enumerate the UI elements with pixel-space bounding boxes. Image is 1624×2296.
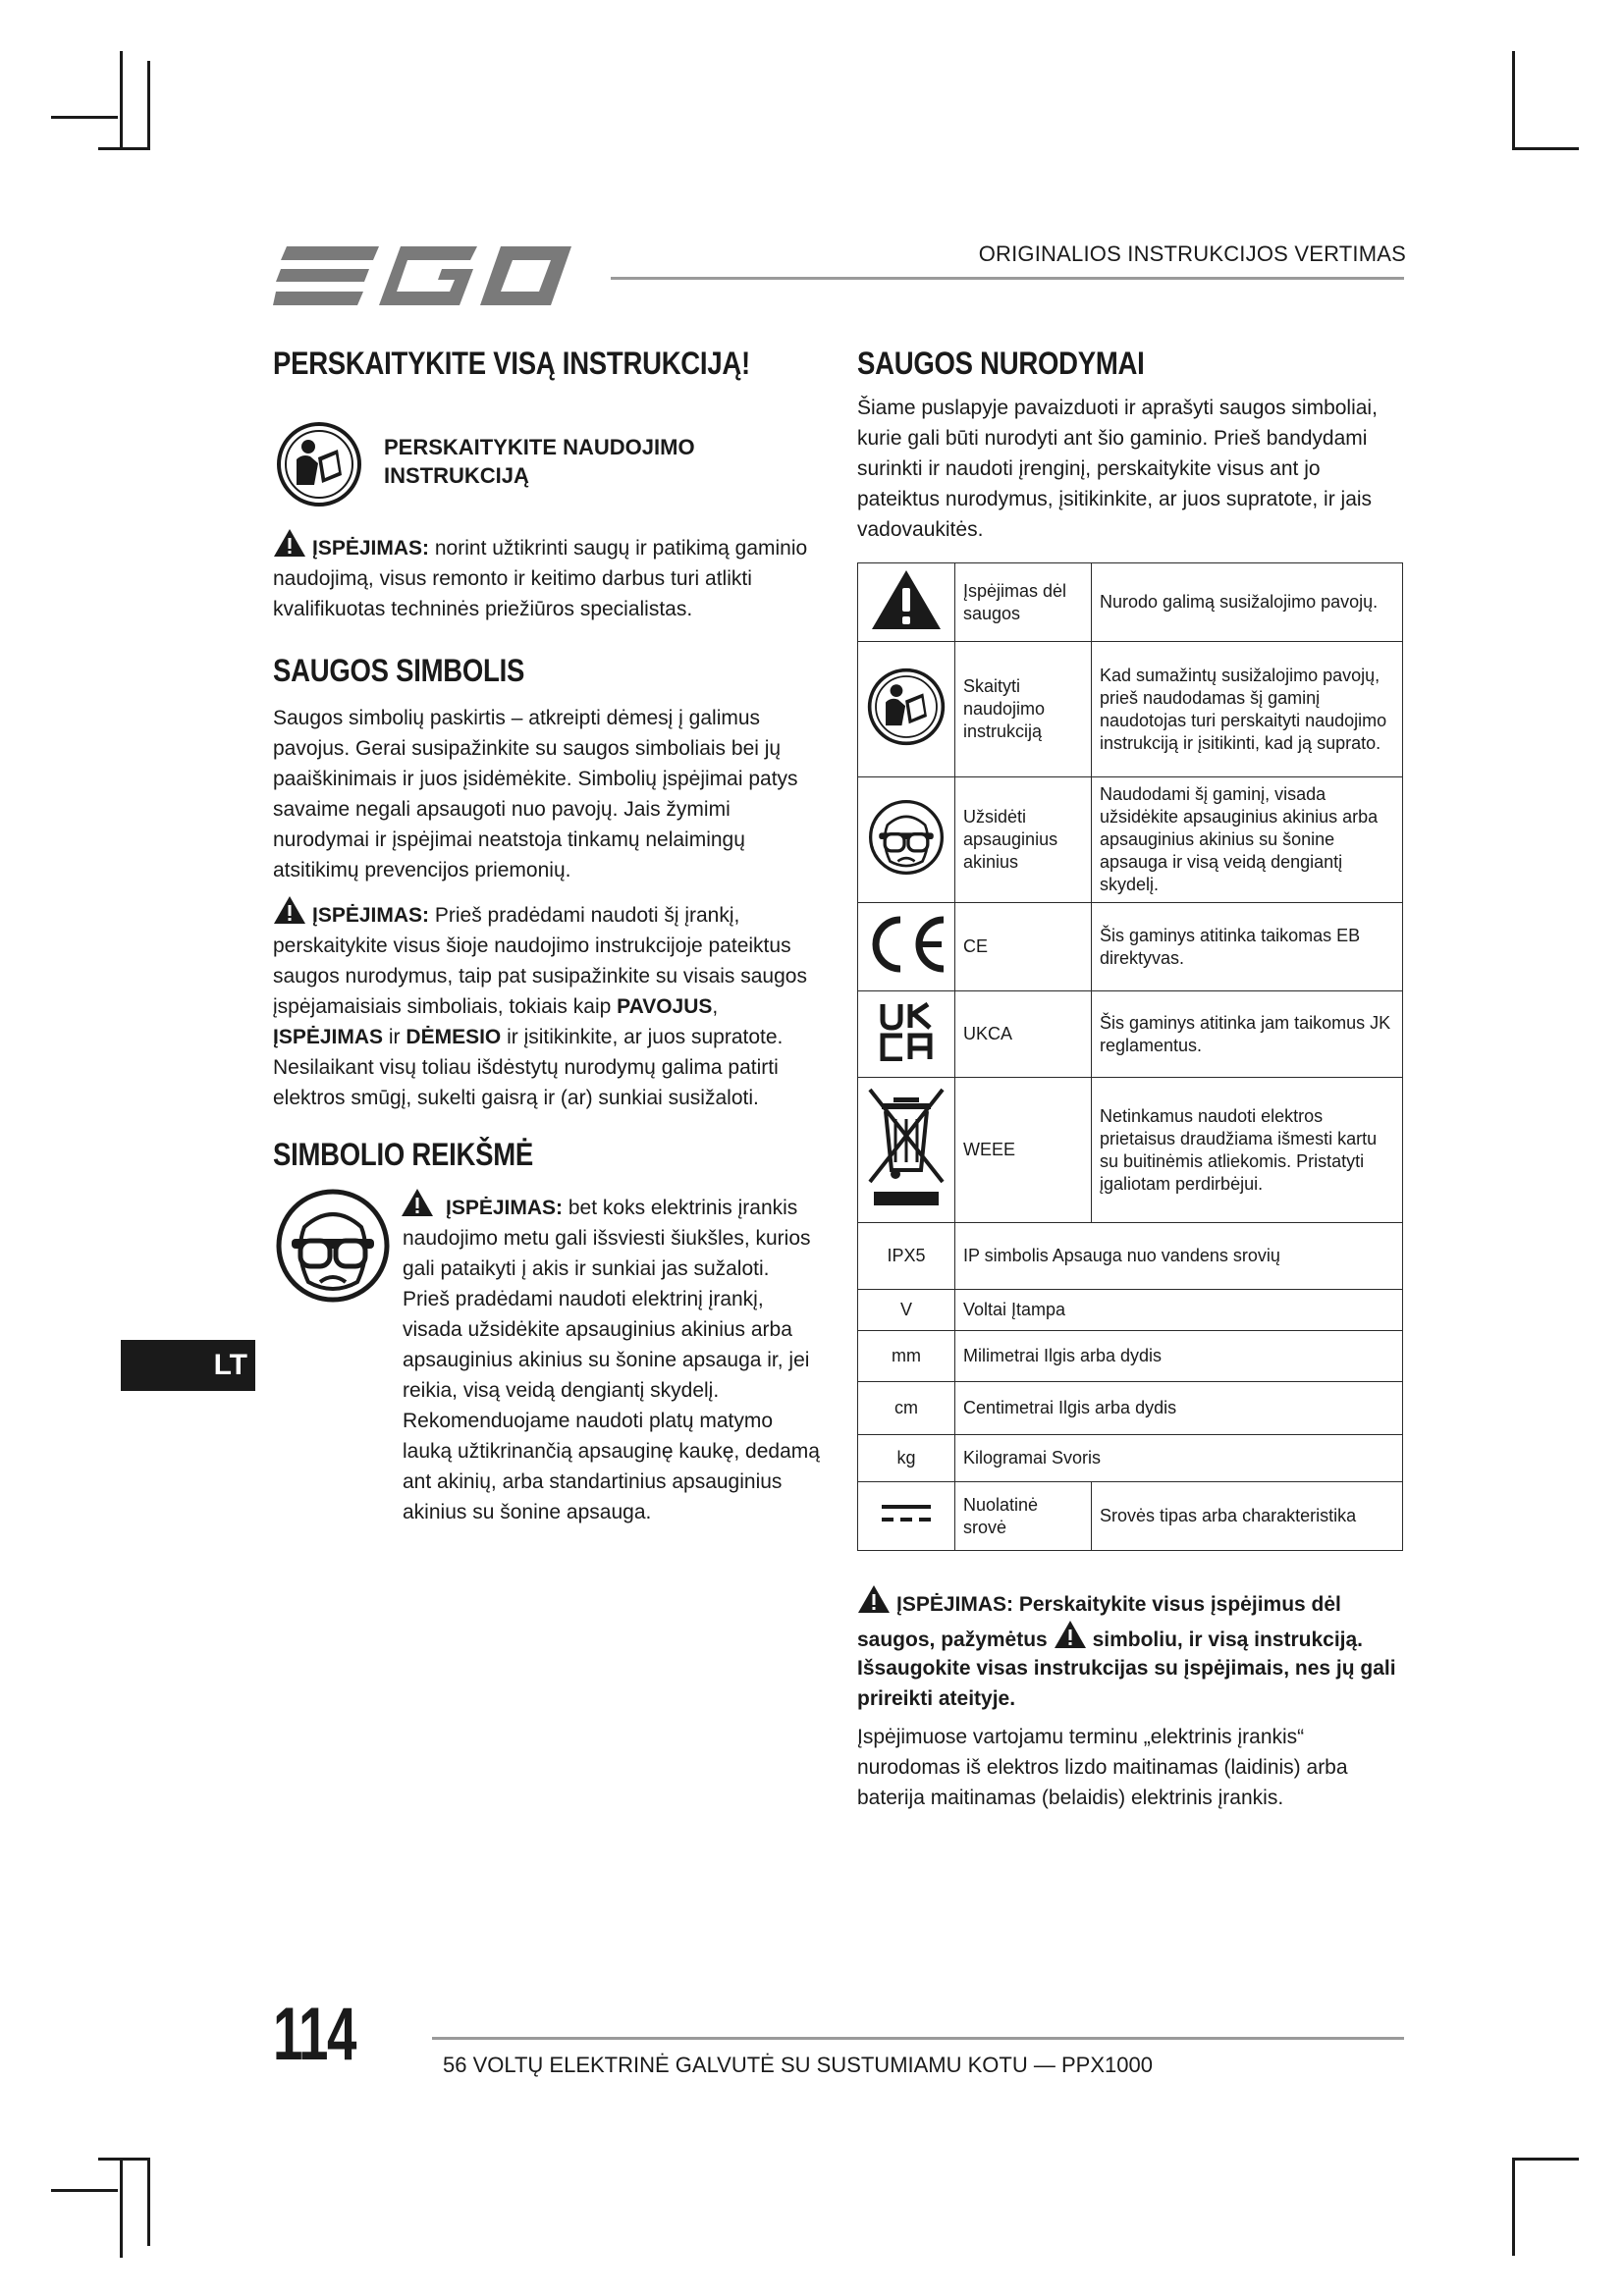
read-manual-label: PERSKAITYKITE NAUDOJIMO INSTRUKCIJĄ (384, 435, 695, 488)
safety-instructions-heading: SAUGOS NURODYMAI (857, 346, 1145, 381)
page-number: 114 (273, 1993, 355, 2076)
save-instructions: Išsaugokite visas instrukcijas su įspėjimais, nes jų gali prireikti ateityje. (857, 1657, 1396, 1710)
safety-instructions-intro: Šiame puslapyje pavaizduoti ir aprašyti saugos simboliai, kurie gali būti nurodyti ant šio gaminio. Prieš bandydami surinkti ir naudoti įrenginį, perskaitykite visus ant jo pateiktus nurodymus, įsitikinkite, ar juos supratote, ir jais vadovaukitės. (857, 397, 1378, 541)
safety-goggles-icon (868, 799, 945, 876)
table-icon-cell (858, 1482, 955, 1551)
header-rule (611, 277, 1404, 280)
table-icon-cell (858, 777, 955, 903)
safety-symbol-heading: SAUGOS SIMBOLIS (273, 653, 525, 688)
table-icon-cell (858, 1078, 955, 1223)
table-row: kg Kilogramai Svoris (858, 1435, 1403, 1482)
table-row: Užsidėti apsauginius akinius Naudodami šį gaminį, visada užsidėkite apsauginius akinius arba apsauginius akinius su šonine apsauga ir visą veidą dengiantį skydelį. (858, 777, 1403, 903)
table-icon-cell (858, 991, 955, 1078)
crop-mark (51, 116, 118, 119)
ce-mark-icon (865, 914, 947, 975)
warning-repair: ĮSPĖJIMAS: norint užtikrinti saugų ir patikimą gaminio naudojimą, visus remonto ir keitimo darbus turi atlikti kvalifikuotas techninės priežiūros specialistas. (273, 528, 823, 624)
table-icon-cell (858, 642, 955, 777)
table-row: cm Centimetrai Ilgis arba dydis (858, 1382, 1403, 1435)
table-row: CE Šis gaminys atitinka taikomas EB direktyvas. (858, 903, 1403, 991)
power-tool-term: Įspėjimuose vartojamu terminu „elektrinis įrankis“ nurodomas iš elektros lizdo maitinamas (laidinis) arba baterija maitinamas (belaidis) elektrinis įrankis. (857, 1726, 1348, 1809)
crop-mark (1512, 51, 1515, 149)
table-row: Skaityti naudojimo instrukciją Kad sumažintų susižalojimo pavojų, prieš naudodamas šį gaminį naudotojas turi perskaityti naudojimo instrukciją ir įsitikinti, kad ją suprato. (858, 642, 1403, 777)
weee-bin-icon (866, 1084, 947, 1211)
crop-mark (98, 2158, 150, 2161)
warning-read-all: ĮSPĖJIMAS: Prieš pradėdami naudoti šį įrankį, perskaitykite visus šioje naudojimo instrukcijoje pateiktus saugos nurodymus, taip pat susipažinkite su visais saugos įspėjamaisiais simboliais, tokiais kaip PAVOJUS, ĮSPĖJIMAS ir DĖMESIO ir įsitikinkite, ar juos supratote. Nesilaikant visų toliau išdėstytų nurodymų galima patirti elektros smūgį, sukelti gaisrą ir (ar) sunkiai susižaloti. (273, 895, 821, 1113)
warning-triangle-icon (857, 1584, 891, 1614)
warning-triangle-icon (273, 895, 306, 925)
symbol-meaning-heading: SIMBOLIO REIKŠMĖ (273, 1137, 533, 1172)
table-icon-cell (858, 903, 955, 991)
table-row: WEEE Netinkamus naudoti elektros prietaisus draudžiama išmesti kartu su buitinėmis atliekomis. Pristatyti įgaliotam perdirbėjui. (858, 1078, 1403, 1223)
crop-mark (120, 2160, 123, 2258)
crop-mark (1512, 2158, 1579, 2161)
table-row: IPX5 IP simbolis Apsauga nuo vandens srovių (858, 1223, 1403, 1290)
read-manual-icon (866, 667, 947, 747)
direct-current-icon (880, 1503, 933, 1524)
crop-mark (98, 147, 150, 150)
warning-triangle-icon (273, 528, 306, 558)
table-icon-cell (858, 563, 955, 642)
ego-logo (273, 240, 577, 316)
final-warning: ĮSPĖJIMAS: Perskaitykite visus įspėjimus dėl saugos, pažymėtus simboliu, ir visą instrukciją. (857, 1584, 1403, 1655)
crop-mark (51, 2189, 118, 2192)
table-row: mm Milimetrai Ilgis arba dydis (858, 1331, 1403, 1382)
document-title: ORIGINALIOS INSTRUKCIJOS VERTIMAS (978, 241, 1406, 266)
safety-symbol-text: Saugos simbolių paskirtis – atkreipti dėmesį į galimus pavojus. Gerai susipažinkite su saugos simboliais bei jų paaiškinimais ir juos įsidėmėkite. Simbolių įspėjimai patys savaime negali apsaugoti nuo pavojų. Jais žymimi nurodymai ir įspėjimai neatstoja tinkamų nelaimingų atsitikimų prevencijos priemonių. (273, 707, 798, 881)
warning-triangle-icon (1054, 1620, 1087, 1649)
crop-mark (147, 2158, 150, 2246)
symbol-table (857, 562, 1403, 1551)
read-manual-heading: PERSKAITYKITE VISĄ INSTRUKCIJĄ! (273, 346, 750, 381)
ukca-mark-icon (879, 1002, 934, 1061)
crop-mark (147, 61, 150, 149)
crop-mark (120, 51, 123, 149)
footer-product: 56 VOLTŲ ELEKTRINĖ GALVUTĖ SU SUSTUMIAMU KOTU — PPX1000 (443, 2053, 1153, 2077)
table-row: UKCA Šis gaminys atitinka jam taikomus JK reglamentus. (858, 991, 1403, 1078)
read-manual-icon (275, 420, 363, 513)
footer-rule (432, 2037, 1404, 2040)
warning-triangle-icon (870, 568, 943, 631)
language-tab: LT (121, 1340, 255, 1391)
table-row: Įspėjimas dėl saugos Nurodo galimą susižalojimo pavojų. (858, 563, 1403, 642)
safety-goggles-icon (275, 1188, 391, 1308)
warning-eye-protection: ĮSPĖJIMAS: bet koks elektrinis įrankis naudojimo metu gali išsviesti šiukšles, kurios gali pataikyti į akis ir sunkiai jas sužaloti. Prieš pradėdami naudoti elektrinį įrankį, visada užsidėkite apsauginius akinius arba apsauginius akinius su šonine apsauga ir, jei reikia, visą veidą dengiantį skydelį. Rekomenduojame naudoti platų matymo lauką užtikrinančią apsauginę kaukę, dedamą ant akinių, arba standartinius apsauginius akinius su šonine apsauga. (403, 1197, 820, 1523)
crop-mark (1512, 147, 1579, 150)
crop-mark (1512, 2158, 1515, 2256)
table-row: Nuolatinė srovė Srovės tipas arba charakteristika (858, 1482, 1403, 1551)
table-row: V Voltai Įtampa (858, 1290, 1403, 1331)
